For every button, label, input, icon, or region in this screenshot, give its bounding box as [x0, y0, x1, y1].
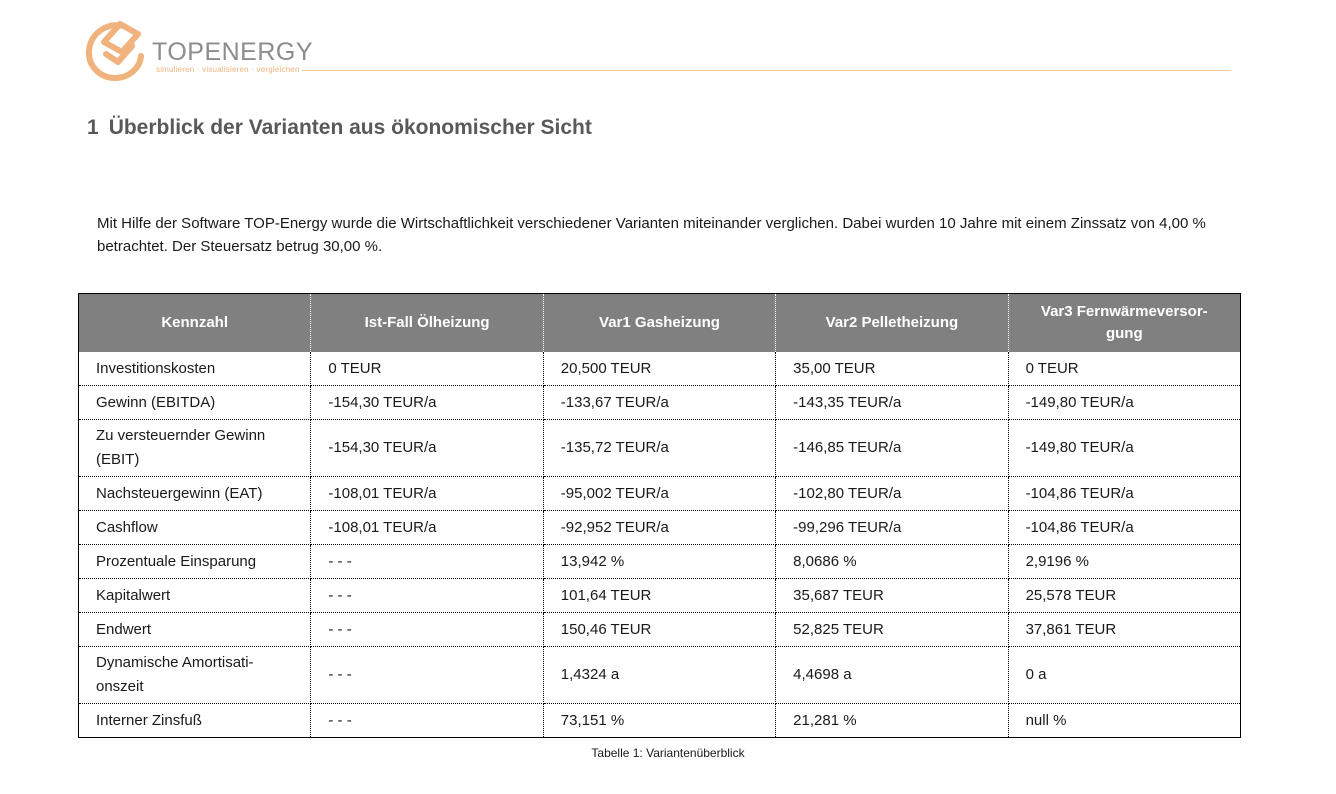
table-cell: 4,4698 a: [776, 647, 1008, 704]
table-cell: 8,0686 %: [776, 545, 1008, 579]
table-cell: 101,64 TEUR: [543, 579, 775, 613]
brand-part2: ENERGY: [204, 38, 314, 66]
table-row: [79, 511, 1241, 545]
table-caption: Tabelle 1: Variantenüberblick: [591, 746, 745, 760]
table-cell: 35,00 TEUR: [776, 352, 1008, 386]
table-row: [79, 420, 1241, 477]
brand-part1: TOP: [152, 38, 205, 66]
table-cell: 52,825 TEUR: [776, 613, 1008, 647]
table-row: [79, 477, 1241, 511]
table-cell: 73,151 %: [543, 704, 775, 738]
table-cell: Nachsteuergewinn (EAT): [79, 477, 311, 511]
table-cell: - - -: [311, 647, 543, 704]
table-cell: -146,85 TEUR/a: [776, 420, 1008, 477]
table-cell: Endwert: [79, 613, 311, 647]
table-cell: -104,86 TEUR/a: [1008, 511, 1240, 545]
table-row: [79, 647, 1241, 704]
table-cell: -108,01 TEUR/a: [311, 511, 543, 545]
variant-overview-table: [78, 293, 1241, 738]
column-header-kennzahl: Kennzahl: [79, 294, 311, 353]
table-cell: Prozentuale Einsparung: [79, 545, 311, 579]
table-cell: 0 a: [1008, 647, 1240, 704]
table-cell: 1,4324 a: [543, 647, 775, 704]
table-cell: -154,30 TEUR/a: [311, 386, 543, 420]
topenergy-logo-icon: [84, 18, 146, 82]
table-cell: -104,86 TEUR/a: [1008, 477, 1240, 511]
column-header-ist-fall: Ist-Fall Ölheizung: [311, 294, 543, 353]
intro-paragraph: Mit Hilfe der Software TOP-Energy wurde die Wirtschaftlichkeit verschiedener Varianten miteinander verglichen. Dabei wurden 10 Jahre mit einem Zinssatz von 4,00 % betrachtet. Der Steuersatz betrug 30,00 %.: [97, 215, 1206, 255]
table-cell: Interner Zinsfuß: [79, 704, 311, 738]
table-cell: -102,80 TEUR/a: [776, 477, 1008, 511]
table-row: [79, 613, 1241, 647]
table-header-row: [79, 294, 1241, 353]
table-cell-text: Dynamische Amortisati- onszeit: [96, 654, 254, 695]
table-cell: 13,942 %: [543, 545, 775, 579]
table-cell: 35,687 TEUR: [776, 579, 1008, 613]
table-cell: 20,500 TEUR: [543, 352, 775, 386]
brand-tagline: simulieren · visualisieren · vergleichen: [156, 65, 300, 74]
table-row: [79, 704, 1241, 738]
table-cell: -99,296 TEUR/a: [776, 511, 1008, 545]
table-cell: -135,72 TEUR/a: [543, 420, 775, 477]
table-cell: -149,80 TEUR/a: [1008, 420, 1240, 477]
section-title: Überblick der Varianten aus ökonomischer Sicht: [108, 116, 592, 139]
table-cell: [79, 647, 311, 704]
table-cell: - - -: [311, 545, 543, 579]
table-cell: 0 TEUR: [1008, 352, 1240, 386]
table-cell: -108,01 TEUR/a: [311, 477, 543, 511]
table-cell: Cashflow: [79, 511, 311, 545]
table-cell: 37,861 TEUR: [1008, 613, 1240, 647]
column-header-var1: Var1 Gasheizung: [543, 294, 775, 353]
table-cell: -149,80 TEUR/a: [1008, 386, 1240, 420]
table-cell: -92,952 TEUR/a: [543, 511, 775, 545]
table-cell: -133,67 TEUR/a: [543, 386, 775, 420]
table-cell: -143,35 TEUR/a: [776, 386, 1008, 420]
table-cell: 21,281 %: [776, 704, 1008, 738]
table-cell: null %: [1008, 704, 1240, 738]
table-cell: Gewinn (EBITDA): [79, 386, 311, 420]
table-row: [79, 545, 1241, 579]
table-cell: - - -: [311, 704, 543, 738]
table-cell: Investitionskosten: [79, 352, 311, 386]
table-cell: Kapitalwert: [79, 579, 311, 613]
table-cell: -95,002 TEUR/a: [543, 477, 775, 511]
table-row: [79, 386, 1241, 420]
brand-wordmark: [152, 38, 313, 67]
table-cell: - - -: [311, 579, 543, 613]
header-divider: [302, 70, 1231, 71]
table-row: [79, 352, 1241, 386]
section-number: 1: [87, 116, 99, 139]
column-header-var3: [1008, 294, 1240, 353]
table-cell: Zu versteuernder Gewinn (EBIT): [79, 420, 311, 477]
column-header-var2: Var2 Pelletheizung: [776, 294, 1008, 353]
table-cell: 150,46 TEUR: [543, 613, 775, 647]
table-cell: - - -: [311, 613, 543, 647]
table-cell: -154,30 TEUR/a: [311, 420, 543, 477]
column-header-var3-text: Var3 Fernwärmeversor- gung: [1040, 303, 1208, 342]
table-row: [79, 579, 1241, 613]
table-cell: 25,578 TEUR: [1008, 579, 1240, 613]
table-cell: 2,9196 %: [1008, 545, 1240, 579]
table-cell: 0 TEUR: [311, 352, 543, 386]
section-heading: [87, 116, 592, 140]
